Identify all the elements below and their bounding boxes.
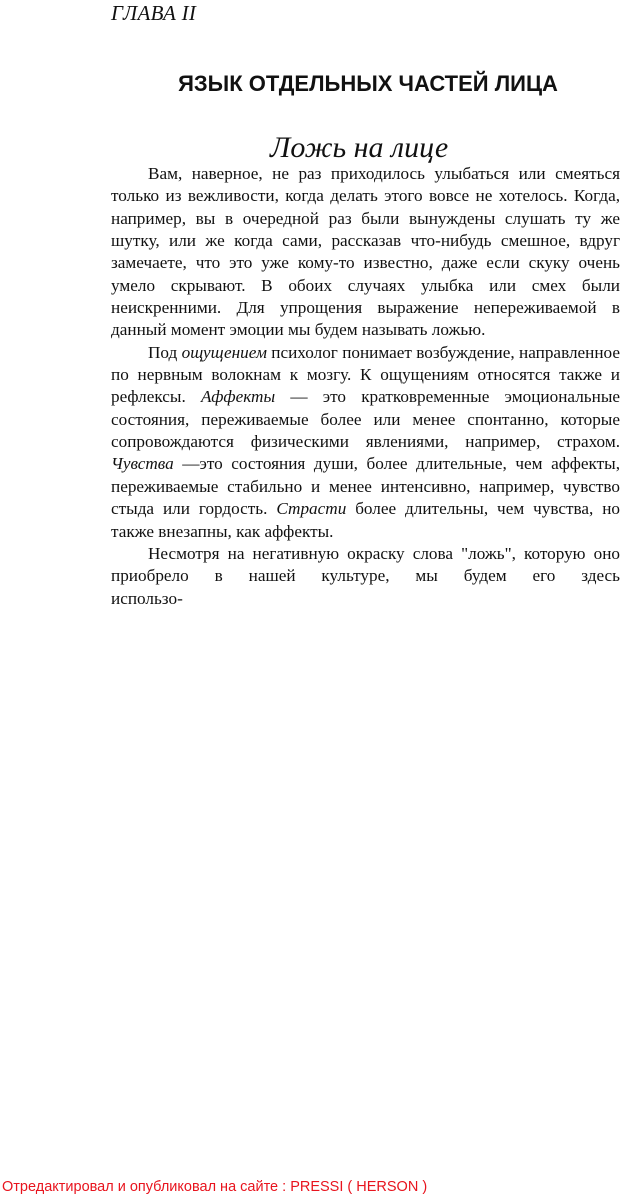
paragraph-2-text: —это состояния души, более длительные, чем аффекты, переживаемые стабильно и менее интенсивно, например, чувство стыда или гордость.	[111, 454, 620, 519]
paragraph-2-text: психолог понимает возбуждение, направленное по нервным волокнам к мозгу. К ощущениям относятся также и рефлексы.	[111, 342, 620, 407]
body-text	[111, 163, 620, 610]
footer-credit: Отредактировал и опубликовал на сайте : PRESSI ( HERSON )	[2, 1179, 428, 1195]
section-title: Ложь на лице	[270, 131, 449, 164]
paragraph-2-text: — это кратковременные эмоциональные состояния, переживаемые более или менее спонтанно, которые сопровождаются физическими явлениями, например, страхом.	[111, 387, 620, 452]
paragraph-2-text: Под	[148, 342, 182, 362]
term-affects: Аффекты	[200, 387, 276, 407]
term-sensation: ощущением	[181, 342, 267, 362]
paragraph-3: Несмотря на негативную окраску слова "ложь", которую оно приобрело в нашей культуре, мы будем его здесь	[111, 543, 620, 586]
term-passions: Страсти	[276, 499, 347, 519]
term-feelings: Чувства	[111, 454, 174, 474]
paragraph-1: Вам, наверное, не раз приходилось улыбаться или смеяться только из вежливости, когда делать этого вовсе не хотелось. Когда, например, вы в очередной раз были вынуждены слушать ту же шутку, или же когда сами, рассказав что-нибудь смешное, вдруг замечаете, что это уже кому-то известно, даже если скуку очень умело скрывают. В обоих случаях улыбка или смех были неискренними. Для упрощения выражение непереживаемой в данный момент эмоции мы будем называть ложью.	[111, 164, 620, 340]
paragraph-3-end: использо-	[111, 588, 183, 608]
chapter-label: ГЛАВА II	[111, 1, 197, 25]
paragraph-2-text: более длительны, чем чувства, но также внезапны, как аффекты.	[111, 499, 620, 541]
chapter-title: ЯЗЫК ОТДЕЛЬНЫХ ЧАСТЕЙ ЛИЦА	[178, 71, 558, 96]
paragraph-2	[111, 342, 620, 543]
